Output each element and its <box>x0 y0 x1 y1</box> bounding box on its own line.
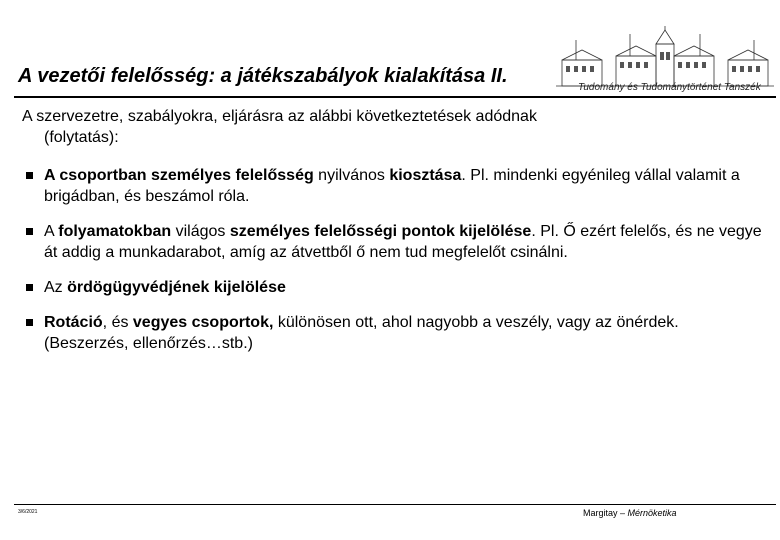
bullet-item <box>22 221 762 263</box>
bullet-list <box>22 165 762 368</box>
bullet-item <box>22 277 762 298</box>
bullet-item <box>22 165 762 207</box>
intro-line-2: (folytatás): <box>44 129 119 146</box>
bullet-text: A folyamatokban világos személyes felelősségi pontok kijelölése. Pl. Ő ezért felelős, és ne vegye át addig a munkadarabot, amíg az átvettből ő nem tud megfelelőt csinálni. <box>44 223 762 261</box>
square-bullet-icon <box>26 228 33 235</box>
square-bullet-icon <box>26 319 33 326</box>
slide-title: A vezetői felelősség: a játékszabályok kialakítása II. <box>18 65 508 87</box>
intro-line-1: A szervezetre, szabályokra, eljárásra az alábbi következtetések adódnak <box>22 108 537 125</box>
footer-divider <box>14 504 776 505</box>
title-divider <box>14 96 776 98</box>
bullet-text: Az ördögügyvédjének kijelölése <box>44 279 286 296</box>
bullet-item <box>22 312 762 354</box>
bullet-text: A csoportban személyes felelősség nyilvános kiosztása. Pl. mindenki egyénileg vállal valamit a brigádban, és beszámol róla. <box>44 167 740 205</box>
intro-text <box>22 106 752 148</box>
square-bullet-icon <box>26 172 33 179</box>
department-name: Tudomány és Tudománytörténet Tanszék <box>578 82 761 93</box>
square-bullet-icon <box>26 284 33 291</box>
footer-date: 3/6/2021 <box>18 509 38 515</box>
bullet-text: Rotáció, és vegyes csoportok, különösen ott, ahol nagyobb a veszély, vagy az önérdek. (Beszerzés, ellenőrzés…stb.) <box>44 314 679 352</box>
footer-author: Margitay – Mérnöketika <box>583 508 677 518</box>
